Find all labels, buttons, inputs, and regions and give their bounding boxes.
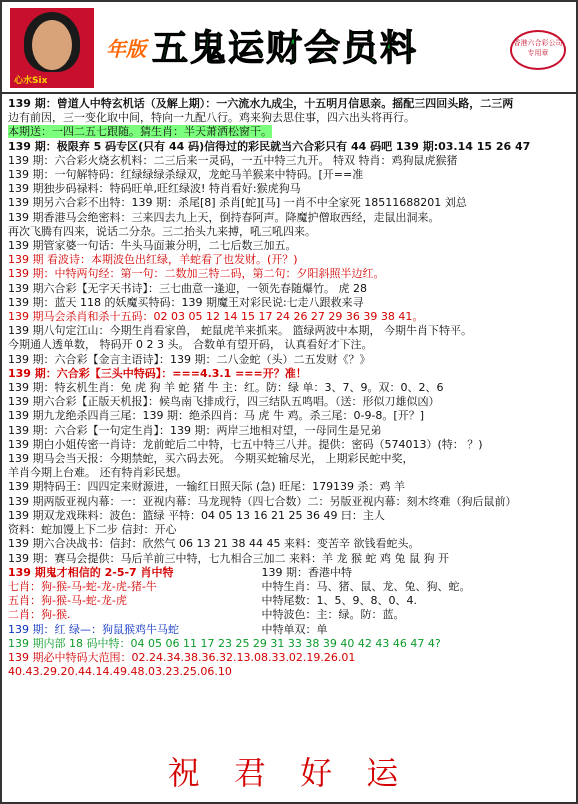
- highlight-text: 本期送：一四二五七跟随。猜生肖：半天萧洒松窗干。: [8, 125, 272, 139]
- text-line: 139 期：六合彩火烧玄机料：二三后来一灵码，一五中特三九开。 特双 特肖：鸡狗鼠虎猴猪: [8, 153, 458, 167]
- text-line: 再次飞腾有四来，说话二分杂。三二抬头九来搏，吼三吼四来。: [8, 224, 316, 238]
- left-block: [8, 566, 258, 637]
- text-line: 二肖：狗-猴.: [8, 608, 71, 622]
- text-line: 中特生肖：马、猪、鼠、龙、兔、狗、蛇。: [261, 579, 471, 593]
- text-line: 139 期独步码禄料：特码旺单,旺红绿波! 特肖看好:猴虎狗马: [8, 182, 301, 196]
- text-line: 中特单双：单: [261, 622, 328, 636]
- text-line: 139 期：中特两句经：第一句：二数加三特二码，第二句：夕阳斜照半边红。: [8, 267, 385, 281]
- text-line: 139 期马会杀肖和杀十五码：02 03 05 12 14 15 17 24 26 27 29 36 39 38 41。: [8, 310, 424, 324]
- company-seal: 香港六合彩公司专用章: [510, 30, 566, 70]
- face-shape: [32, 20, 72, 70]
- text-line: 139 期：极限弃 5 码专区(只有 44 码)信得过的彩民就当六合彩只有 44 码吧 139 期:03.14 15 26 47: [8, 139, 531, 153]
- text-line: 139 期：特玄机生肖：免 虎 狗 羊 蛇 猪 牛 主：红。防：绿 单：3、7、9。双：0、2、6: [8, 381, 444, 395]
- text-line: [8, 125, 570, 139]
- text-line: 139 期马会当天报：今期禁蛇，买六码去死。 今期买蛇输尽光， 上期彩民蛇中奖，: [8, 452, 414, 466]
- text-line: 139 期两版亚视内幕：一：亚视内幕：马龙现特（四七合数）二：另版亚视内幕：刻木终难（狗后鼠前）: [8, 494, 517, 508]
- text-line: 139 期另六合彩不出特：139 期：杀尾[8] 杀肖[蛇][马] 一肖不中全家死 18511688201 刘总: [8, 196, 467, 210]
- text-line: 139 期白小姐传密一肖诗：龙前蛇后二中特，七五中特三八并。提供：密码（574013）(特： ？): [8, 437, 483, 451]
- text-line: 139 期八句定江山：今期生肖看家兽， 蛇鼠虎羊来抓来。 篮绿两波中本期， 今期牛肖下特平。: [8, 324, 472, 338]
- year-edition-label: 年版: [106, 37, 146, 61]
- text-line: 139 期双龙戏珠料：波色：篮绿 平特：04 05 13 16 21 25 36 49 曰：主人: [8, 508, 385, 522]
- text-line: 139 期九龙绝杀四肖三尾：139 期：绝杀四肖：马 虎 牛 鸡。杀三尾：0-9-8。[开？]: [8, 409, 424, 423]
- content: [2, 94, 576, 682]
- text-line: 139 期香港马会绝密料：三来四去九上天，倒持春阿声。降魔护僧取西经，走鼠出洞来。: [8, 210, 440, 224]
- text-line: 139 期：赛马会提供：马后羊前三中特，七九相合三加二 来料：羊 龙 猴 蛇 鸡 兔 鼠 狗 开: [8, 551, 449, 565]
- text-line: 139 期特码王：四四定来财源进，一输红日照天际 (急) 旺尾：179139 杀：鸡 羊: [8, 480, 406, 494]
- text-line: 中特尾数：1、5、9、8、0、4.: [261, 594, 417, 608]
- footer-blessing: 祝 君 好 运: [167, 754, 411, 792]
- text-line: 40.43.29.20.44.14.49.48.03.23.25.06.10: [8, 665, 232, 679]
- text-line: 七肖：狗-猴-马-蛇-龙-虎-猪-牛: [8, 579, 157, 593]
- text-line: 139 期：一句解特码：红绿绿绿杀绿双，龙蛇马羊猴来中特码。[开==准: [8, 168, 364, 182]
- text-line: 139 期六合决战书：信封：欣然气 06 13 21 38 44 45 来料：变苦辛 欲钱看蛇头。: [8, 537, 420, 551]
- text-line: 资料：蛇加馒上下二步 信封：开心: [8, 523, 177, 537]
- text-line: 139 期管家婆一句话：牛头马面兼分明，二七后数三加五。: [8, 239, 297, 253]
- text-line: 139 期内部 18 码中特：04 05 06 11 17 23 25 29 31 33 38 39 40 42 43 46 47 4?: [8, 636, 441, 650]
- text-line: 139 期 看波诗：本期波色出红绿，羊蛇看了也发财。(开？): [8, 253, 298, 267]
- text-line: 139 期：红 绿—：狗鼠猴鸡牛马蛇: [8, 622, 179, 636]
- text-line: 羊肖今期上台难。 还有特肖彩民想。: [8, 466, 188, 480]
- text-line: 139 期：六合彩【三头中特码】：===4.3.1 ===开？准！: [8, 366, 307, 380]
- photo-tag: 心水Six: [14, 76, 48, 86]
- text-line: 中特波色：主：绿。防：蓝。: [261, 608, 405, 622]
- text-line: 139 期：蓝天 118 的妖魔买特码：139 期魔王对彩民说:七走八跟救来寻: [8, 295, 364, 309]
- text-line: 139 期鬼才相信的 2-5-7 肖中特: [8, 565, 174, 579]
- text-line: 边有前因，三一变化取中间，特向一九配八行。鸡来狗去思住事，四六出头将再行。: [8, 111, 415, 125]
- text-line: 139 期六合彩【无字天书诗】：三七曲意一逢迎，一领先春随爆竹。 虎 28: [8, 281, 367, 295]
- text-line: 139 期：六合彩【金言主语诗】：139 期：二八金蛇（头）二五发财《？》: [8, 352, 371, 366]
- text-line: 139 期必中特码大范围：02.24.34.38.36.32.13.08.33.02.19.26.01: [8, 650, 356, 664]
- text-line: 今期通人透单数， 特码开 0 2 3 头。 合数单有望开码， 认真看好才下注。: [8, 338, 373, 352]
- text-line: 139 期：香港中特: [261, 565, 352, 579]
- portrait-photo: [10, 8, 94, 88]
- page-title: 五鬼运财会员料: [152, 28, 419, 69]
- text-line: 139 期：曾道人中特玄机话（及解上期）：一六流水九成尘，十五明月信思亲。摇配三四回头路，二三两: [8, 97, 514, 110]
- text-line: 139 期：六合彩【一句定生肖】：139 期：两岸三地相对望，一母同生是兄弟: [8, 423, 382, 437]
- right-block: [262, 566, 562, 637]
- two-column-block: [8, 566, 570, 637]
- text-line: 五肖：狗-猴-马-蛇-龙-虎: [8, 594, 127, 608]
- header: [2, 2, 576, 94]
- text-line: 139 期六合彩【正版天机报】：候鸟南飞排成行，四三结队五鸣唱。（送：形似刀雄似凶）: [8, 395, 440, 409]
